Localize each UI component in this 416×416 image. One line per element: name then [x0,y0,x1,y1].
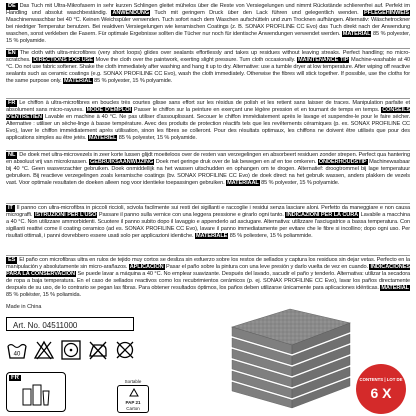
section-heading: MATERIAL [342,31,371,38]
section-heading: APLICACIÓN [129,264,164,271]
body-text: 85 % polyester, 15 % polyamide. [259,180,340,187]
section-heading: INDICACIONES PARA LA CONSERVACIÓN [6,264,410,278]
section-heading: MATERIAAL [227,180,259,187]
section-divider [6,150,410,151]
body-text: Lavable en machine à 40 °C. Ne pas utiliser d'assouplissant. Secouer le chiffon immédiatement après le lavage et suspendre-le pour le faire sécher. Alternative : utiliser un sèche-linge à basse température. Avec des produits de protection réactifs tels que les revêtements céramiques (p. ex. SONAX PROFILINE CC Evo), laver le chiffon immédiatement après utilisation, sinon les fibres se colleront. Pour des résultats optimaux, les chiffons ne doivent être utilisés que pour des applications simples au être jetés. [6,114,410,142]
language-code: FR [8,100,16,106]
pap-recycling-box [117,379,149,413]
section-heading: ISTRUZIONI PER L'USO [34,212,97,219]
body-text: 85 % poliestere, 15 % poliammide. [228,233,313,240]
microfiber-cloth-stack-image [220,305,360,410]
body-text: 85 % polyester, 15 % polyamide. [6,31,410,45]
badge-label: CONTENTS | LOT DE [359,377,403,382]
language-code: DE [8,3,16,9]
pap-top-label: Sortable [124,379,142,384]
section-heading: GEBRUIKSAANWIJZING [90,159,154,166]
language-block-es [6,257,410,300]
section-heading: MATERIALE [195,233,228,240]
body-text: Das Tuch mit Ultra-Mikrofasern in sehr kurzen Schlingen gleitet mühelos über die Reste von Versiegelungen und nimmt Rückstände schlierenfrei auf. Perfekt im Handling und absolut waschbeständig. [6,3,410,17]
section-heading: DIRECTIONS FOR USE [33,57,93,64]
article-number-box [6,317,134,331]
fr-tag: FR [11,375,19,381]
body-text: Passer le chiffon sur la peinture en exerçant une légère pression et en tournant de temps en temps. [131,107,382,114]
section-heading: INDICAZIONI PER LA CURA [286,212,359,219]
badge-count: 6 X [370,385,392,401]
body-text: Doek met geringe druk over de lak bewegen en af en toe omkeren. [154,159,318,166]
pap-bottom-label: Carton [126,406,140,411]
language-code: EN [8,50,16,56]
body-text: De doek met ultra-microvezels in zeer korte lussen glijdt moeiteloos over de resten van verzegelingen en absorbeert residuen zonder strepen. Perfect qua hantering en absoluut vrij van microkrassen. [6,152,410,166]
section-heading: MATERIAL [64,78,92,85]
language-block-fr [6,100,410,143]
svg-text:40: 40 [13,351,21,358]
section-heading: MATÉRIEL [88,135,117,142]
language-block-it [6,205,410,240]
recycle-icon [128,388,140,399]
body-text: Passare il panno sulla vernice con una leggera pressione e girarlo ogni tanto. [97,212,286,219]
section-heading: ONDERHOUDSTIP [318,159,367,166]
body-text: Maschinenwaschbar bei 40 °C. Keinen Weichspüler verwenden. Tuch sofort nach dem Waschen aufschütteln und zum Trocknen aufhängen. Alternativ: Wäschetrockner bei niedriger Temperatur benutzen. Bei reaktiven Versiegelungen wie keramischen Coatings (z. B. SONAX PROFILINE CC Evo) das Tuch direkt nach der Anwendung waschen, sonst verkleben die Fasern. Für optimale Ergebnisse sollten die Tücher nur noch für identische Anwendungen verwendet werden. [6,17,410,38]
section-divider [6,98,410,99]
language-code: IT [8,205,13,211]
body-text: El paño con microfibras ultra en rulos de tejido muy cortos se desliza sin esfuerzo sobre los restos de sellados y captura los residuos sin dejar vetas. Perfecto en la manipulación y absolutamente sin micro-arañazos. [6,257,410,271]
section-heading: PFLEGEHINWEIS [364,10,410,17]
body-text: Machinewasbaar bij 40 °C. Geen wasverzachter gebruiken. Doek onmiddellijk na het wassen uitschudden en ophangen om te drogen. Alternatief: droogtrommel bij lage temperatuur gebruiken. Bij reactieve verzegelingen zoals keramische coatings (bv. SONAX PROFILINE CC Evo) de doek direct na het gebruik wassen, anders plakken de vezels vast. Voor optimale resultaten de doeken alleen nog voor identieke toepassingen gebruiken. [6,159,410,187]
section-divider [6,48,410,49]
wash-40-icon [6,339,28,361]
pap-code: PAP 21 [125,400,141,405]
triman-icon [21,383,51,409]
body-text: 85 % polyester, 15 % polyamide. [92,78,173,85]
body-text: Machine-washable at 40 °C. Do not use fabric softener. Shake the cloth immediately after washing and hang it up to dry. Alternative: use a tumble dryer at low temperature. After wiping off reactive sealants such as ceramic coatings (e.g. SONAX PROFILINE CC Evo), wash the cloth immediately. Otherwise the fibres will stick together. If possible, use the cloths for the same purpose only. [6,57,410,85]
care-symbols [6,339,138,369]
tumble-dry-low-icon [60,339,82,361]
body-text: 85 % polyester, 15 % polyamide. [117,135,197,142]
language-code: NL [8,152,16,158]
article-number: Art. No. 04511000 [13,321,78,330]
body-text: Pasar el paño sobre la pintura con una leve presión y darlo vuelta de vez en cuando. [164,264,370,271]
body-text: Le chiffon à ultra-microfibres en boucles très courtes glisse sans effort sur les résidus de polish et les retient sans laisser de traces. Manipulation parfaite et absolument sans micro-rayures. [6,100,410,114]
contents-badge [356,364,406,414]
section-divider [6,203,410,204]
section-heading: MAINTENANCE TIP [298,57,349,64]
body-text: Lavabile a macchina a 40 °C. Non utilizzare ammorbidenti. Scuotere il panno subito dopo il lavaggio e appenderlo ad asciugare. Alternativa: utilizzare l'asciugatrice a bassa temperatura. Con sigillanti reattivi come il coating ceramico (ad es. SONAX PROFILINE CC Evo), lavare il panno immediatamente per evitare che le fibre si incollino; dopo ogni uso. Per risultati ottimali, i panni dovrebbero essere usati solo per applicazioni identiche. [6,212,410,240]
no-dry-clean-icon [114,339,136,361]
triman-box [6,372,66,412]
body-text: Tuch mit geringem Druck über den Lack führen und gelegentlich wenden. [150,10,363,17]
language-block-nl [6,152,410,187]
language-code: ES [8,257,16,263]
section-heading: CONSEILS D'ENTRETIEN [6,107,411,121]
no-iron-icon [87,339,109,361]
made-in-label: Made in China [6,304,42,310]
section-heading: ANWENDUNG [112,10,150,17]
language-block-de [6,3,410,46]
section-heading: MATERIAL [381,285,409,292]
body-text: 85 % poliéster, 15 % poliamida. [6,292,81,299]
body-text: Il panno con ultra-microfibra in piccoli riccioli, scivola facilmente sui resti dei sigillanti e raccoglie i residui senza lasciare aloni. Perfetto da maneggiare e non causa micrograffi. [6,205,410,219]
body-text: The cloth with ultra-microfibres (very short loops) glides over sealants effortlessly and takes up residues without leaving streaks. Perfect handling; no micro-scratches. [6,50,410,64]
section-heading: MODE D'EMPLOI [86,107,131,114]
body-text: Move the cloth over the paintwork, exerting slight pressure. Turn cloth occasionally. [93,57,297,64]
section-divider [6,255,410,256]
language-block-en [6,50,410,85]
body-text: Se puede lavar a máquina a 40 °C. No emplear suavizante. Después del lavado, sacudir el paño y tenderlo. Alternativa: utilizar la secadora de ropa a baja temperatura. En el caso de sellados reactivos como los recubrimientos cerámicos (p. ej. SONAX PROFILINE CC Evo), lavar los paños directamente después de su uso, de lo contrario se pegan las fibras. Para obtener resultados óptimos, los paños deben utilizarse únicamente para aplicaciones idénticas. [6,271,410,292]
no-bleach-icon [33,339,55,361]
